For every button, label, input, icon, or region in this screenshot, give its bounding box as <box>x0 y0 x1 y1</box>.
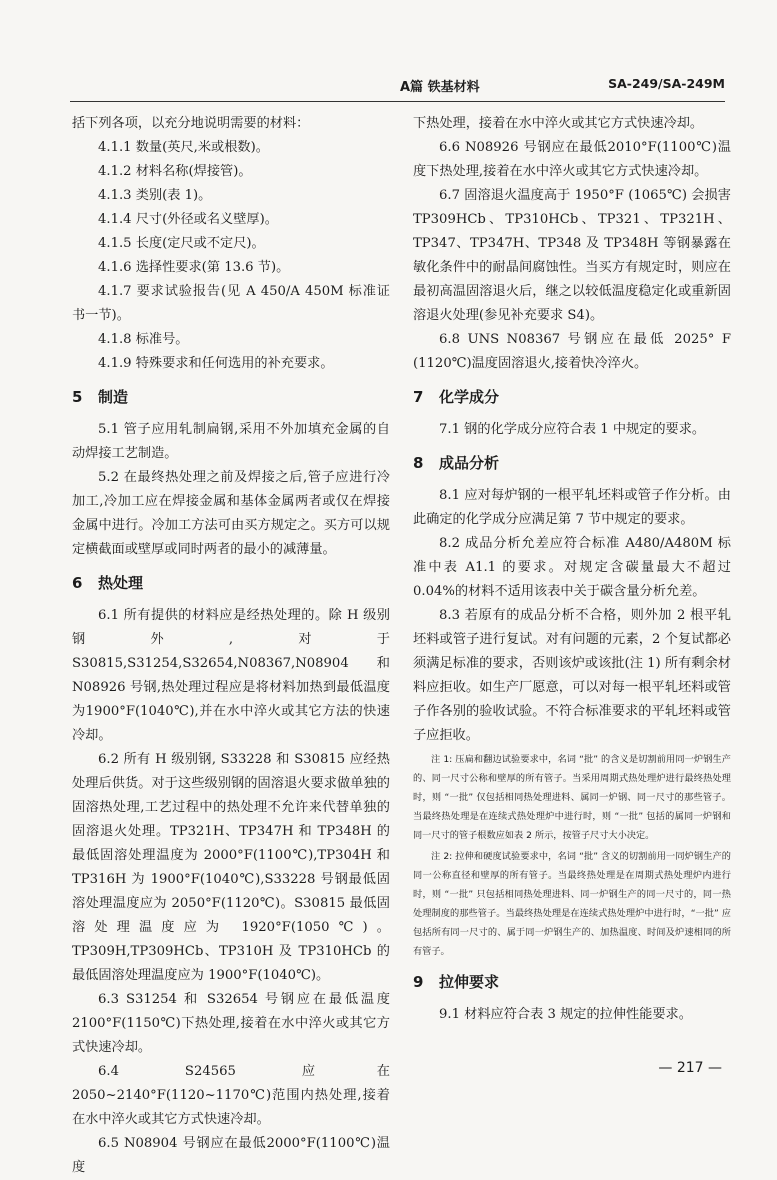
paragraph-5-2: 5.2 在最终热处理之前及焊接之后,管子应进行冷加工,冷加工应在焊接金属和基体金属两者或仅在焊接金属中进行。冷加工方法可由买方规定之。买方可以规定横截面或壁厚或同时两者的最小的减薄量。 <box>72 470 390 557</box>
list-item: 4.1.8 标准号。 <box>98 332 189 347</box>
section-number: 7 <box>413 388 424 406</box>
paragraph-7-1: 7.1 钢的化学成分应符合表 1 中规定的要求。 <box>439 422 706 437</box>
header-rule <box>70 101 725 102</box>
right-column <box>413 112 731 1027</box>
note-2: 注 2: 拉伸和硬度试验要求中，名词 “批” 含义的切割前用一同炉钢生产的同一公称直径和壁厚的所有管子。当最终热处理是在周期式热处理炉内进行时，则 “一批” 只包括相同热处理进料、同一炉钢生产的同一尺寸的，同一热处理制度的那些管子。当最终热处理是在连续式热处理炉中进行时，“一批” 应包括所有同一尺寸的、属于同一炉钢生产的、加热温度、时间及炉速相同的所有管子。 <box>413 851 731 957</box>
section-title: 化学成分 <box>439 388 500 406</box>
list-item: 4.1.9 特殊要求和任何选用的补充要求。 <box>98 356 334 371</box>
header-standard: SA-249/SA-249M <box>608 76 725 91</box>
paragraph-6-6: 6.6 N08926 号钢应在最低2010°F(1100℃)温度下热处理,接着在水中淬火或其它方式快速冷却。 <box>413 140 731 179</box>
section-heading-7 <box>413 384 731 410</box>
left-column <box>72 112 390 1180</box>
paragraph-6-2: 6.2 所有 H 级别钢, S33228 和 S30815 应经热处理后供货。对于这些级别钢的固溶退火要求做单独的固溶热处理,工艺过程中的热处理不允许来代替单独的固溶退火处理。TP321H、TP347H 和 TP348H 的最低固溶处理温度为 2000°F(1100℃),TP304H 和 TP316H 为 1900°F(1040℃),S33228 号钢最低固溶处理温度应为 2050°F(1120℃)。S30815 最低固溶处理温度应为 1920°F(1050℃)。TP309H,TP309HCb、TP310H 及 TP310HCb 的最低固溶处理温度应为 1900°F(1040℃)。 <box>72 752 390 983</box>
section-title: 热处理 <box>98 574 144 592</box>
paragraph-6-4: 6.4 S24565 应在2050~2140°F(1120~1170℃)范围内热处理,接着在水中淬火或其它方式快速冷却。 <box>72 1064 390 1127</box>
section-title: 成品分析 <box>439 454 500 472</box>
section-heading-9 <box>413 969 731 995</box>
section-heading-5 <box>72 384 390 410</box>
list-item: 4.1.6 选择性要求(第 13.6 节)。 <box>98 260 290 275</box>
list-item: 4.1.4 尺寸(外径或名义壁厚)。 <box>98 212 278 227</box>
running-header <box>70 76 725 100</box>
paragraph-6-3: 6.3 S31254 和 S32654 号钢应在最低温度 2100°F(1150℃)下热处理,接着在水中淬火或其它方式快速冷却。 <box>72 992 390 1055</box>
paragraph-6-5: 6.5 N08904 号钢应在最低2000°F(1100℃)温度 <box>72 1136 390 1175</box>
section-heading-8 <box>413 450 731 476</box>
list-item: 4.1.7 要求试验报告(见 A 450/A 450M 标准证书一节)。 <box>72 284 390 323</box>
paragraph-8-2: 8.2 成品分析允差应符合标准 A480/A480M 标准中表 A1.1 的要求。对规定含碳量最大不超过 0.04%的材料不适用该表中关于碳含量分析允差。 <box>413 536 731 599</box>
header-title: A篇 铁基材料 <box>400 80 480 95</box>
list-item: 4.1.3 类别(表 1)。 <box>98 188 212 203</box>
section-number: 9 <box>413 973 424 991</box>
section-number: 8 <box>413 454 424 472</box>
paragraph-8-3: 8.3 若原有的成品分析不合格，则外加 2 根平轧坯料或管子进行复试。对有问题的元素，2 个复试都必须满足标准的要求，否则该炉或该批(注 1) 所有剩余材料应拒收。如生产厂愿意，可以对每一根平轧坯料或管子作各别的验收试验。不符合标准要求的平轧坯料或管子应拒收。 <box>413 608 731 743</box>
section-heading-6 <box>72 570 390 596</box>
paragraph-8-1: 8.1 应对每炉钢的一根平轧坯料或管子作分析。由此确定的化学成分应满足第 7 节中规定的要求。 <box>413 488 731 527</box>
paragraph-5-1: 5.1 管子应用轧制扁钢,采用不外加填充金属的自动焊接工艺制造。 <box>72 422 390 461</box>
paragraph-6-1: 6.1 所有提供的材料应是经热处理的。除 H 级别钢外,对于 S30815,S31254,S32654,N08367,N08904 和 N08926 号钢,热处理过程应是将材料加热到最低温度为1900°F(1040℃),并在水中淬火或其它方法的快速冷却。 <box>72 608 390 743</box>
page-number: — 217 — <box>658 1060 722 1076</box>
note-1: 注 1: 压扁和翻边试验要求中，名词 “批” 的含义是切割前用同一炉钢生产的、同一尺寸公称和壁厚的所有管子。当采用周期式热处理炉进行最终热处理时，则 “一批” 仅包括相同热处理进料、属同一炉钢、同一尺寸的那些管子。当最终热处理是在连续式热处理炉中进行时，则 “一批” 包括的属同一炉钢和同一尺寸的管子根数应如表 2 所示，按管子尺寸大小决定。 <box>413 754 731 841</box>
paragraph-6-5-continued: 下热处理，接着在水中淬火或其它方式快速冷却。 <box>413 116 704 131</box>
section-title: 拉伸要求 <box>439 973 500 991</box>
list-item: 4.1.1 数量(英尺,米或根数)。 <box>98 140 269 155</box>
list-item: 4.1.5 长度(定尺或不定尺)。 <box>98 236 265 251</box>
intro-text: 括下列各项，以充分地说明需要的材料： <box>72 116 310 131</box>
paragraph-6-7: 6.7 固溶退火温度高于 1950°F (1065℃) 会损害 TP309HCb、TP310HCb、TP321、TP321H、TP347、TP347H、TP348 及 TP348H 等钢暴露在敏化条件中的耐晶间腐蚀性。当买方有规定时，则应在最初高温固溶退火后，继之以较低温度稳定化或重新固溶退火处理(参见补充要求 S4)。 <box>413 188 731 323</box>
paragraph-9-1: 9.1 材料应符合表 3 规定的拉伸性能要求。 <box>439 1007 692 1022</box>
section-number: 5 <box>72 388 83 406</box>
section-number: 6 <box>72 574 83 592</box>
section-title: 制造 <box>98 388 129 406</box>
paragraph-6-8: 6.8 UNS N08367 号钢应在最低 2025° F (1120℃)温度固溶退火,接着快冷淬火。 <box>413 332 731 371</box>
list-item: 4.1.2 材料名称(焊接管)。 <box>98 164 252 179</box>
